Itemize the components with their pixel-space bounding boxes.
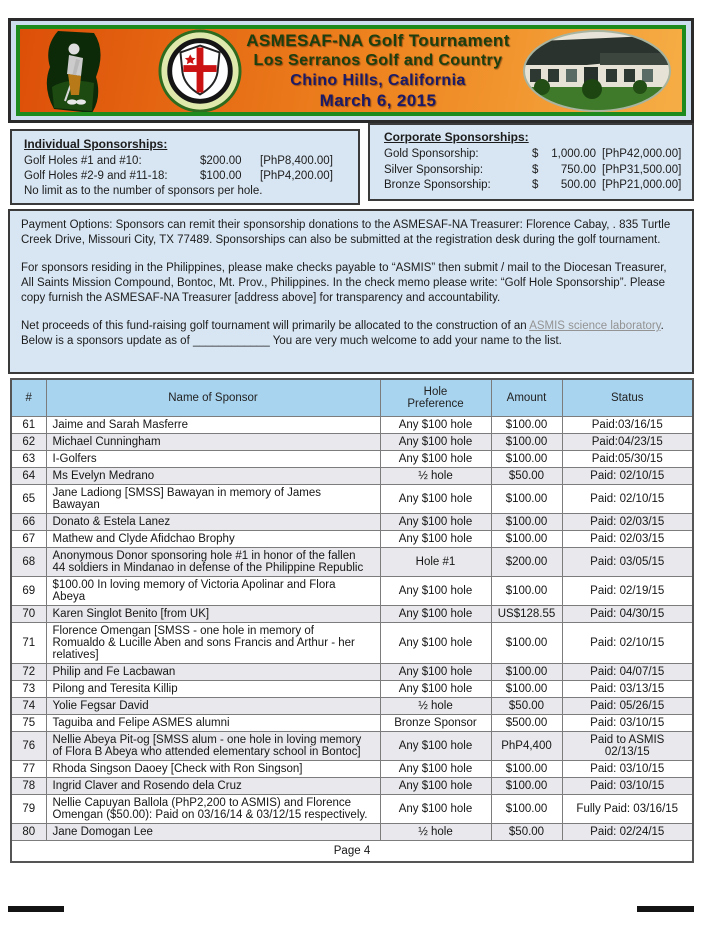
sponsor-amount: $200.00 xyxy=(491,548,562,577)
sponsor-amount: $50.00 xyxy=(491,824,562,841)
table-footer-row xyxy=(11,841,693,863)
header-number: # xyxy=(11,379,46,417)
individual-row-1-amount: $200.00 xyxy=(200,155,242,167)
sponsor-hole-preference: Any $100 hole xyxy=(380,761,491,778)
sponsor-amount: $100.00 xyxy=(491,664,562,681)
page-number: Page 4 xyxy=(11,841,693,863)
corporate-bronze-currency: $ xyxy=(532,179,539,191)
sponsor-status: Paid: 04/07/15 xyxy=(562,664,693,681)
sponsor-amount: $100.00 xyxy=(491,434,562,451)
banner-titles xyxy=(242,31,514,111)
table-row xyxy=(11,761,693,778)
sponsor-amount: $50.00 xyxy=(491,698,562,715)
sponsor-amount: $50.00 xyxy=(491,468,562,485)
corporate-gold-label: Gold Sponsorship: xyxy=(384,148,479,160)
school-building-photo xyxy=(522,29,672,113)
sponsor-number: 66 xyxy=(11,514,46,531)
sponsor-hole-preference: Any $100 hole xyxy=(380,531,491,548)
sponsor-status: Fully Paid: 03/16/15 xyxy=(562,795,693,824)
sponsor-hole-preference: Any $100 hole xyxy=(380,485,491,514)
net-proceeds-text-post: . Below is a sponsors update as of ____________ You are very much welcome to add your name to the list. xyxy=(21,320,664,347)
sponsor-number: 74 xyxy=(11,698,46,715)
sponsor-status: Paid: 03/10/15 xyxy=(562,761,693,778)
sponsor-amount: $100.00 xyxy=(491,514,562,531)
individual-note: No limit as to the number of sponsors per hole. xyxy=(24,185,263,197)
table-row xyxy=(11,514,693,531)
sponsor-amount: $100.00 xyxy=(491,531,562,548)
individual-row-2-php: [PhP4,200.00] xyxy=(260,170,333,182)
sponsor-name: Rhoda Singson Daoey [Check with Ron Singson] xyxy=(46,761,380,778)
sponsor-status: Paid: 05/26/15 xyxy=(562,698,693,715)
sponsor-hole-preference: Any $100 hole xyxy=(380,681,491,698)
page-frame-corner-left xyxy=(8,906,64,912)
sponsor-number: 72 xyxy=(11,664,46,681)
sponsor-status: Paid: 04/30/15 xyxy=(562,606,693,623)
table-row xyxy=(11,485,693,514)
corporate-sponsorships-title: Corporate Sponsorships: xyxy=(384,130,529,144)
table-row xyxy=(11,698,693,715)
table-row xyxy=(11,664,693,681)
sponsor-number: 80 xyxy=(11,824,46,841)
table-row xyxy=(11,681,693,698)
sponsor-number: 65 xyxy=(11,485,46,514)
table-row xyxy=(11,577,693,606)
table-row xyxy=(11,451,693,468)
sponsor-name: Karen Singlot Benito [from UK] xyxy=(46,606,380,623)
sponsor-name: Ms Evelyn Medrano xyxy=(46,468,380,485)
sponsor-hole-preference: Any $100 hole xyxy=(380,417,491,434)
net-proceeds-paragraph xyxy=(21,319,681,349)
corporate-gold-amount: 1,000.00 xyxy=(551,148,596,160)
corporate-row-bronze xyxy=(384,178,692,194)
corporate-silver-amount: 750.00 xyxy=(560,163,596,176)
sponsor-name: Ingrid Claver and Rosendo dela Cruz xyxy=(46,778,380,795)
sponsor-number: 76 xyxy=(11,732,46,761)
sponsor-hole-preference: Any $100 hole xyxy=(380,732,491,761)
sponsor-name: Florence Omengan [SMSS - one hole in memory of Romualdo & Lucille Aben and sons Francis and Arthur - her relatives] xyxy=(46,623,380,664)
table-row xyxy=(11,548,693,577)
sponsors-table xyxy=(10,378,694,863)
asmis-science-laboratory-link[interactable]: ASMIS science laboratory xyxy=(529,320,661,332)
sponsor-hole-preference: Any $100 hole xyxy=(380,577,491,606)
event-date: March 6, 2015 xyxy=(319,90,437,110)
sponsor-amount: $100.00 xyxy=(491,417,562,434)
page-frame-corner-right xyxy=(637,906,694,912)
sponsor-hole-preference: Hole #1 xyxy=(380,548,491,577)
sponsor-amount: $100.00 xyxy=(491,795,562,824)
sponsor-hole-preference: Any $100 hole xyxy=(380,778,491,795)
sponsor-status: Paid to ASMIS 02/13/15 xyxy=(562,732,693,761)
individual-sponsorships-box xyxy=(10,129,360,205)
individual-row-1-label: Golf Holes #1 and #10: xyxy=(24,155,142,167)
sponsor-number: 63 xyxy=(11,451,46,468)
corporate-sponsorships-box xyxy=(368,123,694,201)
corporate-silver-php: [PhP31,500.00] xyxy=(602,163,682,176)
sponsor-name: Jaime and Sarah Masferre xyxy=(46,417,380,434)
sponsor-status: Paid: 03/10/15 xyxy=(562,778,693,795)
sponsor-number: 75 xyxy=(11,715,46,732)
header-amount: Amount xyxy=(491,379,562,417)
table-row xyxy=(11,824,693,841)
school-crest-logo xyxy=(158,29,242,113)
corporate-gold-php: [PhP42,000.00] xyxy=(602,148,682,160)
table-row xyxy=(11,623,693,664)
sponsor-status: Paid: 02/10/15 xyxy=(562,468,693,485)
individual-row-2-amount: $100.00 xyxy=(200,170,242,182)
sponsor-number: 62 xyxy=(11,434,46,451)
sponsor-name: Taguiba and Felipe ASMES alumni xyxy=(46,715,380,732)
sponsor-name: I-Golfers xyxy=(46,451,380,468)
sponsor-name: Philip and Fe Lacbawan xyxy=(46,664,380,681)
header-hole-preference: Hole Preference xyxy=(380,379,491,417)
philippines-payment-paragraph: For sponsors residing in the Philippines, please make checks payable to “ASMIS” then submit / mail to the Diocesan Treasurer, All Saints Mission Compound, Bontoc, Mt. Prov., Philippines. In the check memo please write: “Golf Hole Sponsorship”. Please copy furnish the ASMESAF-NA Treasurer [address above] for transparency and accountability. xyxy=(21,262,667,304)
sponsor-number: 69 xyxy=(11,577,46,606)
sponsor-name: $100.00 In loving memory of Victoria Apolinar and Flora Abeya xyxy=(46,577,380,606)
venue-location: Chino Hills, California xyxy=(290,71,466,89)
golfer-photo xyxy=(36,29,144,113)
tournament-title: ASMESAF-NA Golf Tournament xyxy=(246,30,510,50)
table-row xyxy=(11,732,693,761)
sponsor-amount: $100.00 xyxy=(491,623,562,664)
sponsor-amount: $100.00 xyxy=(491,485,562,514)
sponsor-name: Donato & Estela Lanez xyxy=(46,514,380,531)
corporate-bronze-php: [PhP21,000.00] xyxy=(602,179,682,191)
corporate-bronze-amount: 500.00 xyxy=(560,179,596,191)
payment-options-box xyxy=(8,209,694,374)
sponsor-hole-preference: Any $100 hole xyxy=(380,795,491,824)
corporate-bronze-label: Bronze Sponsorship: xyxy=(384,179,491,191)
sponsor-status: Paid: 02/10/15 xyxy=(562,623,693,664)
sponsor-hole-preference: Bronze Sponsor xyxy=(380,715,491,732)
sponsor-number: 79 xyxy=(11,795,46,824)
sponsor-name: Jane Domogan Lee xyxy=(46,824,380,841)
sponsor-status: Paid: 03/13/15 xyxy=(562,681,693,698)
sponsor-status: Paid:04/23/15 xyxy=(562,434,693,451)
sponsor-name: Yolie Fegsar David xyxy=(46,698,380,715)
sponsor-status: Paid: 03/10/15 xyxy=(562,715,693,732)
sponsor-amount: $100.00 xyxy=(491,451,562,468)
sponsor-status: Paid: 02/24/15 xyxy=(562,824,693,841)
corporate-gold-currency: $ xyxy=(532,148,539,160)
sponsor-hole-preference: Any $100 hole xyxy=(380,434,491,451)
sponsor-amount: $100.00 xyxy=(491,778,562,795)
table-row xyxy=(11,606,693,623)
sponsor-status: Paid: 03/05/15 xyxy=(562,548,693,577)
sponsor-amount: $100.00 xyxy=(491,761,562,778)
sponsor-amount: PhP4,400 xyxy=(491,732,562,761)
table-row xyxy=(11,795,693,824)
sponsor-hole-preference: Any $100 hole xyxy=(380,606,491,623)
sponsor-name: Pilong and Teresita Killip xyxy=(46,681,380,698)
sponsor-name: Michael Cunningham xyxy=(46,434,380,451)
sponsor-name: Anonymous Donor sponsoring hole #1 in honor of the fallen 44 soldiers in Mindanao in defense of the Philippine Republic xyxy=(46,548,380,577)
sponsor-name: Jane Ladiong [SMSS] Bawayan in memory of James Bawayan xyxy=(46,485,380,514)
sponsors-table-header xyxy=(11,379,693,417)
corporate-silver-label: Silver Sponsorship: xyxy=(384,163,484,176)
sponsor-name: Nellie Capuyan Ballola (PhP2,200 to ASMIS) and Florence Omengan ($50.00): Paid on 03/16/14 & 03/12/15 respectively. xyxy=(46,795,380,824)
table-row xyxy=(11,434,693,451)
sponsor-hole-preference: Any $100 hole xyxy=(380,623,491,664)
sponsor-number: 70 xyxy=(11,606,46,623)
corporate-silver-currency: $ xyxy=(532,163,539,176)
sponsor-hole-preference: Any $100 hole xyxy=(380,664,491,681)
banner-box xyxy=(8,18,694,123)
net-proceeds-text-pre: Net proceeds of this fund-raising golf tournament will primarily be allocated to the construction of an xyxy=(21,320,530,332)
table-row xyxy=(11,715,693,732)
header-status: Status xyxy=(562,379,693,417)
sponsor-table-body xyxy=(11,417,693,841)
sponsor-hole-preference: Any $100 hole xyxy=(380,451,491,468)
individual-sponsorships-title: Individual Sponsorships: xyxy=(24,137,168,151)
sponsor-name: Mathew and Clyde Afidchao Brophy xyxy=(46,531,380,548)
sponsor-hole-preference: ½ hole xyxy=(380,824,491,841)
sponsor-number: 64 xyxy=(11,468,46,485)
individual-row-2 xyxy=(24,169,358,184)
individual-row-1 xyxy=(24,154,358,169)
individual-row-2-label: Golf Holes #2-9 and #11-18: xyxy=(24,170,168,182)
corporate-row-silver xyxy=(384,163,692,179)
sponsor-amount: $500.00 xyxy=(491,715,562,732)
sponsor-number: 77 xyxy=(11,761,46,778)
sponsor-number: 61 xyxy=(11,417,46,434)
table-row xyxy=(11,468,693,485)
sponsor-status: Paid: 02/03/15 xyxy=(562,514,693,531)
sponsor-status: Paid:03/16/15 xyxy=(562,417,693,434)
tournament-banner xyxy=(16,25,686,116)
sponsor-status: Paid: 02/19/15 xyxy=(562,577,693,606)
individual-row-1-php: [PhP8,400.00] xyxy=(260,155,333,167)
payment-options-paragraph: Payment Options: Sponsors can remit their sponsorship donations to the ASMESAF-NA Treasurer: Florence Cabay, . 835 Turtle Creek Drive, Missouri City, TX 77489. Sponsorships can also be submitted at the registration desk during the golf tournament. xyxy=(21,219,671,246)
sponsor-amount: $100.00 xyxy=(491,681,562,698)
sponsor-status: Paid:05/30/15 xyxy=(562,451,693,468)
corporate-row-gold xyxy=(384,147,692,163)
sponsor-hole-preference: ½ hole xyxy=(380,698,491,715)
table-row xyxy=(11,531,693,548)
sponsor-number: 67 xyxy=(11,531,46,548)
sponsor-number: 78 xyxy=(11,778,46,795)
sponsor-number: 68 xyxy=(11,548,46,577)
sponsor-amount: $100.00 xyxy=(491,577,562,606)
sponsor-status: Paid: 02/10/15 xyxy=(562,485,693,514)
sponsor-hole-preference: ½ hole xyxy=(380,468,491,485)
sponsor-hole-preference: Any $100 hole xyxy=(380,514,491,531)
table-row xyxy=(11,778,693,795)
sponsor-name: Nellie Abeya Pit-og [SMSS alum - one hole in loving memory of Flora B Abeya who attended elementary school in Bontoc] xyxy=(46,732,380,761)
table-row xyxy=(11,417,693,434)
sponsor-status: Paid: 02/03/15 xyxy=(562,531,693,548)
venue-name: Los Serranos Golf and Country xyxy=(253,51,503,69)
sponsor-number: 73 xyxy=(11,681,46,698)
sponsor-number: 71 xyxy=(11,623,46,664)
sponsor-amount: US$128.55 xyxy=(491,606,562,623)
header-name-of-sponsor: Name of Sponsor xyxy=(46,379,380,417)
